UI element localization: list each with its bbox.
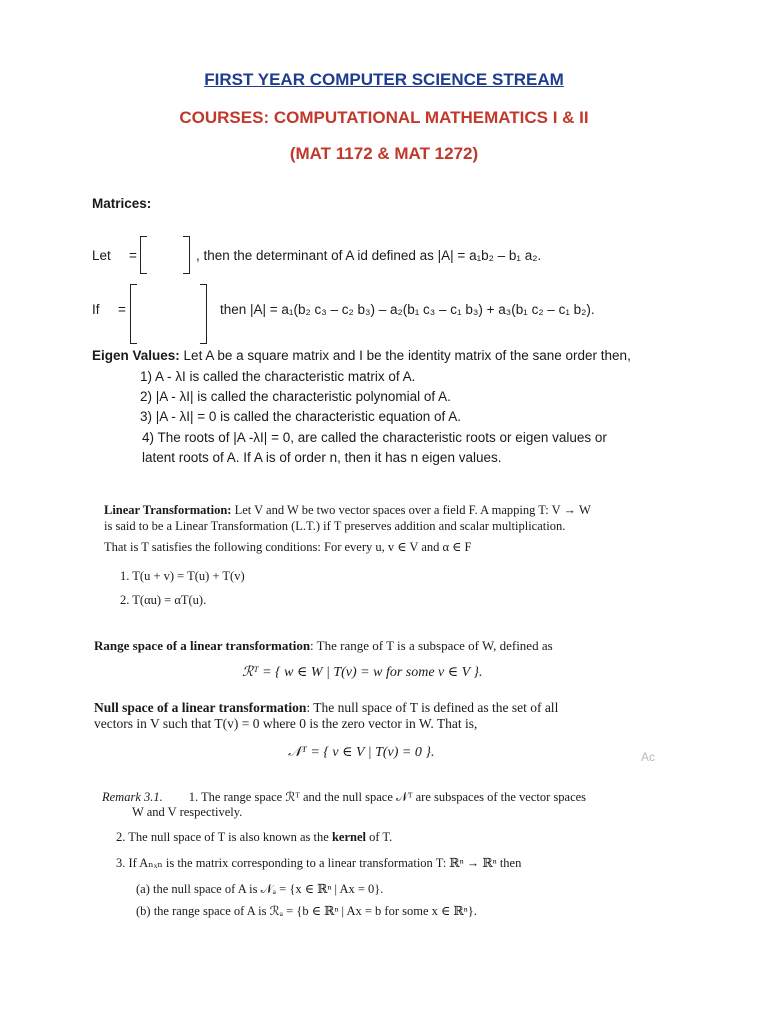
eigen-intro-text: Let A be a square matrix and I be the identity matrix of the sane order then,: [179, 348, 631, 363]
eigen-item: 3) |A - λI| = 0 is called the characteristic equation of A.: [140, 409, 462, 424]
range-text: : The range of T is a subspace of W, defined as: [310, 638, 553, 653]
linear-line2: is said to be a Linear Transformation (L.T.) if T preserves addition and scalar multiplication.: [104, 519, 566, 533]
null-equation: 𝒩ᵀ = { v ∈ V | T(v) = 0 }.: [288, 745, 435, 760]
watermark-text: Ac: [641, 750, 656, 764]
remark-item2-pre: 2. The null space of T is also known as the: [116, 830, 332, 844]
matrix-2x2-left-bracket: [140, 236, 147, 274]
linear-condition: 1. T(u + v) = T(u) + T(v): [120, 569, 245, 583]
null-text2: vectors in V such that T(v) = 0 where 0 is the zero vector in W. That is,: [94, 716, 478, 731]
stream-title: FIRST YEAR COMPUTER SCIENCE STREAM: [204, 70, 564, 89]
range-equation: ℛᵀ = { w ∈ W | T(v) = w for some v ∈ V }.: [242, 665, 483, 680]
remark-item1: 1. The range space ℛᵀ and the null space 𝒩ᵀ are subspaces of the vector spaces: [188, 790, 587, 804]
remark-item3b: (b) the range space of A is ℛₐ = {b ∈ ℝⁿ | Ax = b for some x ∈ ℝⁿ}.: [136, 904, 477, 918]
courses-title: COURSES: COMPUTATIONAL MATHEMATICS I & II: [179, 108, 589, 127]
equals-sign: =: [118, 302, 126, 317]
range-definition: [94, 638, 553, 654]
linear-line3: That is T satisfies the following conditions: For every u, v ∈ V and α ∈ F: [104, 540, 472, 554]
null-label: Null space of a linear transformation: [94, 700, 307, 715]
matrix-3x3-right-bracket: [200, 284, 207, 344]
eigen-item: 1) A - λI is called the characteristic matrix of A.: [140, 369, 416, 384]
linear-line1-text: Let V and W be two vector spaces over a field F. A mapping T: V → W: [231, 503, 591, 517]
null-text1: : The null space of T is defined as the set of all: [306, 700, 559, 715]
eigen-intro: [92, 348, 631, 363]
linear-line1: [104, 503, 591, 518]
remark-item3: 3. If Aₙₓₙ is the matrix corresponding to a linear transformation T: ℝⁿ → ℝⁿ then: [116, 856, 522, 870]
det-2x2-definition: , then the determinant of A id defined as |A| = a₁b₂ – b₁ a₂.: [196, 248, 542, 263]
matrices-heading: Matrices:: [92, 196, 152, 211]
kernel-term: kernel: [331, 830, 366, 844]
null-definition: [94, 700, 558, 716]
remark-item2: [116, 830, 392, 845]
equals-sign: =: [129, 248, 137, 263]
remark-line1: [102, 789, 586, 805]
if-label: If: [92, 302, 100, 317]
eigen-item: latent roots of A. If A is of order n, then it has n eigen values.: [142, 450, 502, 465]
remark-label: Remark 3.1.: [102, 790, 163, 804]
linear-condition: 2. T(αu) = αT(u).: [120, 593, 207, 607]
matrix-3x3-left-bracket: [130, 284, 137, 344]
range-label: Range space of a linear transformation: [94, 638, 311, 653]
matrix-2x2-right-bracket: [183, 236, 190, 274]
linear-label: Linear Transformation:: [104, 503, 232, 517]
course-codes: (MAT 1172 & MAT 1272): [289, 144, 479, 163]
let-label: Let: [92, 248, 111, 263]
eigen-label: Eigen Values:: [92, 348, 180, 363]
det-3x3-definition: then |A| = a₁(b₂ c₃ – c₂ b₃) – a₂(b₁ c₃ – c₁ b₃) + a₃(b₁ c₂ – c₁ b₂).: [220, 302, 595, 317]
remark-item2-post: of T.: [365, 830, 393, 844]
eigen-item: 4) The roots of |A -λI| = 0, are called the characteristic roots or eigen values or: [142, 430, 607, 445]
remark-item1-cont: W and V respectively.: [132, 805, 243, 819]
remark-item3a: (a) the null space of A is 𝒩ₐ = {x ∈ ℝⁿ | Ax = 0}.: [136, 882, 384, 896]
eigen-item: 2) |A - λI| is called the characteristic polynomial of A.: [140, 389, 451, 404]
